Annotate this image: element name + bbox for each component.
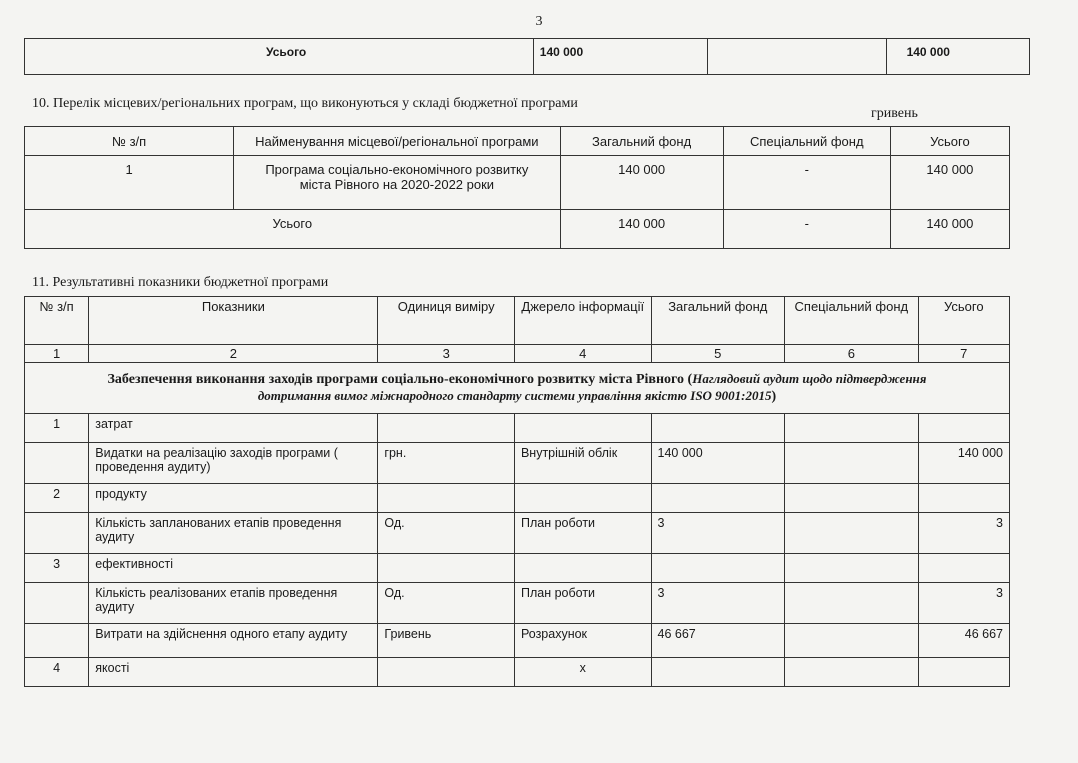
- task-title-italic-2: дотримання вимог міжнародного стандарту системи управління якістю ISO 9001:2015: [257, 388, 772, 403]
- group-name: ефективності: [89, 554, 378, 583]
- table-row: [25, 156, 1010, 210]
- programs-table: [24, 126, 1010, 249]
- total-general-fund: 140 000: [533, 39, 707, 75]
- indicator-general: 46 667: [651, 624, 785, 658]
- indicator-source: План роботи: [514, 583, 651, 624]
- total-special-fund: -: [723, 210, 890, 249]
- indicator-total: 140 000: [918, 443, 1009, 484]
- indicator-special: [785, 624, 919, 658]
- table-header-row: [25, 297, 1010, 345]
- header-cell: № з/п: [25, 127, 234, 156]
- total-special-fund: [707, 39, 886, 75]
- task-title-row: [25, 363, 1010, 414]
- indicator-name: Видатки на реалізацію заходів програми ( проведення аудиту): [89, 443, 378, 484]
- header-cell: Одиниця виміру: [378, 297, 515, 345]
- indicator-name: Кількість запланованих етапів проведення аудиту: [89, 513, 378, 554]
- group-name: продукту: [89, 484, 378, 513]
- row-number: 1: [25, 156, 234, 210]
- indicator-unit: Од.: [378, 513, 515, 554]
- total-sum: 140 000: [886, 39, 1029, 75]
- table-header-row: [25, 127, 1010, 156]
- indicator-total: 3: [918, 513, 1009, 554]
- indicator-source: Розрахунок: [514, 624, 651, 658]
- header-cell: № з/п: [25, 297, 89, 345]
- total-label: Усього: [25, 210, 561, 249]
- header-cell: Загальний фонд: [651, 297, 785, 345]
- indicator-row: [25, 443, 1010, 484]
- program-total: 140 000: [890, 156, 1009, 210]
- group-number: 1: [25, 414, 89, 443]
- group-number: 4: [25, 658, 89, 687]
- indicator-unit: грн.: [378, 443, 515, 484]
- column-number: 4: [514, 345, 651, 363]
- column-numbers-row: [25, 345, 1010, 363]
- header-cell: Спеціальний фонд: [785, 297, 919, 345]
- unit-label: гривень: [871, 106, 918, 121]
- indicator-general: 140 000: [651, 443, 785, 484]
- header-cell: Усього: [890, 127, 1009, 156]
- column-number: 3: [378, 345, 515, 363]
- program-name-line2: міста Рівного на 2020-2022 роки: [299, 177, 495, 192]
- task-title-italic-1: Наглядовий аудит щодо підтвердження: [692, 371, 927, 386]
- indicator-special: [785, 513, 919, 554]
- group-number: 3: [25, 554, 89, 583]
- column-number: 6: [785, 345, 919, 363]
- total-sum: 140 000: [890, 210, 1009, 249]
- group-name: затрат: [89, 414, 378, 443]
- program-name-line1: Програма соціально-економічного розвитку: [265, 162, 529, 177]
- indicator-special: [785, 583, 919, 624]
- indicator-unit: Гривень: [378, 624, 515, 658]
- header-cell: Найменування місцевої/регіональної програми: [234, 127, 560, 156]
- indicator-name: Витрати на здійснення одного етапу аудиту: [89, 624, 378, 658]
- group-row: [25, 658, 1010, 687]
- program-general-fund: 140 000: [560, 156, 723, 210]
- header-cell: Показники: [89, 297, 378, 345]
- task-title-close: ): [771, 389, 777, 404]
- header-cell: Спеціальний фонд: [723, 127, 890, 156]
- header-cell: Джерело інформації: [514, 297, 651, 345]
- indicator-row: [25, 624, 1010, 658]
- table-total-row: [25, 210, 1010, 249]
- top-total-table: [24, 38, 1030, 75]
- group-row: [25, 414, 1010, 443]
- program-name: [234, 156, 560, 210]
- indicator-total: 3: [918, 583, 1009, 624]
- page-number: 3: [535, 14, 543, 29]
- column-number: 5: [651, 345, 785, 363]
- indicator-general: 3: [651, 583, 785, 624]
- group-row: [25, 554, 1010, 583]
- task-title-text: Забезпечення виконання заходів програми соціально-економічного розвитку міста Рівного (: [107, 372, 693, 387]
- header-cell: Усього: [918, 297, 1009, 345]
- indicators-table: [24, 296, 1010, 687]
- column-number: 2: [89, 345, 378, 363]
- indicator-total: 46 667: [918, 624, 1009, 658]
- indicator-special: [785, 443, 919, 484]
- group-source: х: [514, 658, 651, 687]
- indicator-source: План роботи: [514, 513, 651, 554]
- column-number: 7: [918, 345, 1009, 363]
- table-row: [25, 39, 1030, 75]
- section11-title: 11. Результативні показники бюджетної програми: [32, 275, 329, 290]
- indicator-row: [25, 583, 1010, 624]
- column-number: 1: [25, 345, 89, 363]
- indicator-source: Внутрішній облік: [514, 443, 651, 484]
- group-row: [25, 484, 1010, 513]
- group-name: якості: [89, 658, 378, 687]
- indicator-name: Кількість реалізованих етапів проведення аудиту: [89, 583, 378, 624]
- indicator-general: 3: [651, 513, 785, 554]
- task-title: [25, 363, 1010, 414]
- program-special-fund: -: [723, 156, 890, 210]
- header-cell: Загальний фонд: [560, 127, 723, 156]
- indicator-row: [25, 513, 1010, 554]
- group-number: 2: [25, 484, 89, 513]
- total-general-fund: 140 000: [560, 210, 723, 249]
- indicator-unit: Од.: [378, 583, 515, 624]
- total-label: Усього: [25, 39, 534, 75]
- section10-title: 10. Перелік місцевих/регіональних програм, що виконуються у складі бюджетної програми: [32, 96, 578, 111]
